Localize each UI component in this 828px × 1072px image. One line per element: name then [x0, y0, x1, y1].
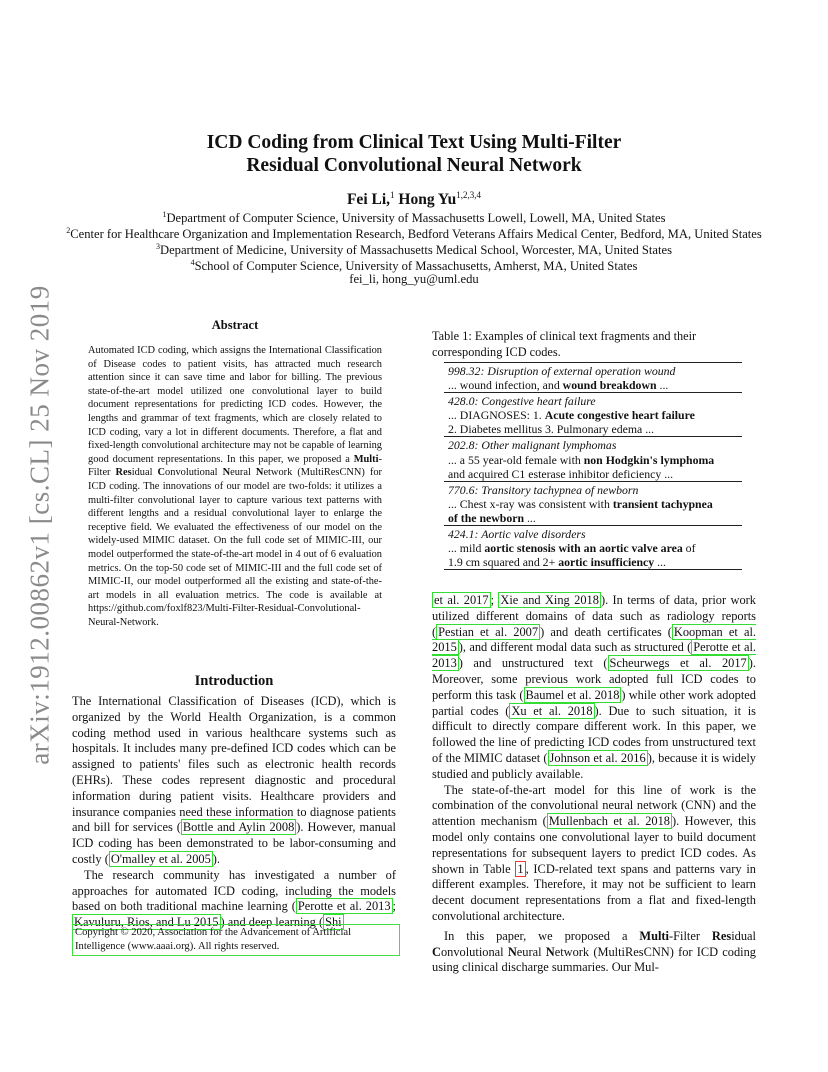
intro-paragraph: The research community has investigated a number of approaches for automated ICD coding, including the models based on both traditional machine learning ( Perotte et al. 2013 ; Kavuluru, Rios, and Lu 2015 ) and deep learning ( Shi	[72, 867, 396, 930]
text-fragment: 2. Diabetes mellitus 3. Pulmonary edema ...	[448, 422, 655, 437]
author-emails: fei_li, hong_yu@uml.edu	[349, 272, 479, 286]
icd-code: 428.0: Congestive heart failure	[448, 394, 596, 409]
citation-link[interactable]: Scheurwegs et al. 2017	[609, 656, 747, 671]
title-line-2: Residual Convolutional Neural Network	[246, 155, 582, 176]
text-fragment: ... a 55 year-old female with non Hodgkin's lymphoma	[448, 452, 715, 467]
body-paragraph: In this paper, we proposed a Multi-Filter Residual Convolutional Neural Network (MultiResCNN) for ICD coding using clinical discharge summaries. Our Mul-	[432, 928, 756, 975]
examples-table	[444, 362, 742, 570]
introduction-heading: Introduction	[194, 673, 274, 689]
table-row	[444, 362, 742, 392]
affil-text: Department of Computer Science, University of Massachusetts Lowell, Lowell, MA, United States	[166, 211, 666, 226]
citation-link[interactable]: Pestian et al. 2007	[438, 624, 539, 639]
copyright-notice[interactable]: Copyright © 2020, Association for the Advancement of Artificial Intelligence (www.aaai.org). All rights reserved.	[72, 924, 400, 956]
citation-link[interactable]: Kavuluru, Rios, and Lu 2015	[74, 915, 219, 930]
text-fragment: 1.9 cm squared and 2+ aortic insufficiency ...	[448, 555, 666, 570]
arxiv-sidebar	[20, 285, 60, 765]
abstract-heading: Abstract	[211, 318, 259, 332]
affil-mark: 3	[155, 242, 160, 251]
citation-link[interactable]: O'malley et al. 2005	[110, 851, 211, 866]
citation-link[interactable]: Xie and Xing 2018	[500, 593, 599, 607]
intro-paragraph: The International Classification of Diseases (ICD), which is organized by the World Health Organization, is a common coding method used in various healthcare systems such as hospitals. It includes many pre-defined ICD codes which can be assigned to patients' files such as electronic health records (EHRs). These codes represent diagnostic and procedural information during patient visits. Healthcare providers and insurance companies need these information to diagnose patients and bill for services ( Bottle and Aylin 2008 ). However, manual ICD coding has been demonstrated to be labor-consuming and costly ( O'malley et al. 2005 ).	[72, 694, 396, 866]
author-affil-mark: 1	[390, 190, 395, 200]
abstract-paragraph: Automated ICD coding, which assigns the International Classification of Disease codes to patient visits, has attracted much research attention since it can save time and labor for billing. The previous state-of-the-art model utilized one convolutional layer to build document representations for predicting ICD codes. However, the lengths and grammar of text fragments, which are closely related to ICD coding, vary a lot in different documents. Therefore, a flat and fixed-length convolutional architecture may not be capable of learning good document representations. In this paper, we proposed a Multi-Filter Residual Convolutional Neural Network (MultiResCNN) for ICD coding. The innovations of our model are two-folds: it utilizes a multi-filter convolutional layer to capture various text patterns with different lengths and a residual convolutional layer to enlarge the receptive field. We evaluated the effectiveness of our model on the widely-used MIMIC dataset. On the full code set of MIMIC-III, our model outperformed the state-of-the-art model in 4 out of 6 evaluation metrics. On the top-50 code set of MIMIC-III and the full code set of MIMIC-II, our model outperformed all the existing and state-of-the-art models in all evaluation metrics. The code is available at https://github.com/foxlf823/Multi-Filter-Residual-Convolutional-Neural-Network.	[88, 345, 383, 628]
table-row	[444, 525, 742, 570]
affil-mark: 2	[66, 226, 71, 235]
body-paragraph: et al. 2017 ; Xie and Xing 2018 ). In terms of data, prior work utilized different domains of data such as radiology reports ( Pestian et al. 2007 ) and death certificates ( Koopman et al. 2015 ), and different modal data such as structured ( Perotte et al. 2013 ) and unstructured text ( Scheurwegs et al. 2017 ). Moreover, some previous work adopted full ICD codes to perform this task ( Baumel et al. 2018 ) while other work adopted partial codes ( Xu et al. 2018 ). Due to such situation, it is difficult to directly compare different work. In this paper, we followed the line of predicting ICD codes from unstructured text of the MIMIC dataset ( Johnson et al. 2016 ), because it is widely studied and publicly available.	[432, 593, 756, 781]
icd-code: 998.32: Disruption of external operation wound	[448, 364, 676, 378]
introduction-body	[72, 694, 396, 931]
citation-link[interactable]: Perotte et al. 2013	[297, 899, 391, 914]
citation-link[interactable]: Johnson et al. 2016	[549, 750, 646, 765]
title-line-1: ICD Coding from Clinical Text Using Multi-Filter	[206, 132, 622, 153]
paper-title	[0, 131, 828, 177]
affil-text: School of Computer Science, University of Massachusetts, Amherst, MA, United States	[194, 259, 638, 274]
author-affil-mark: 1,2,3,4	[456, 190, 482, 200]
citation-link[interactable]: Koopman et al. 2015	[432, 624, 756, 655]
affil-mark: 1	[162, 210, 167, 219]
citation-link[interactable]: Baumel et al. 2018	[525, 687, 620, 702]
citation-link[interactable]: Shi	[325, 915, 342, 930]
text-fragment: ... Chest x-ray was consistent with transient tachypnea	[448, 496, 713, 511]
icd-code: 202.8: Other malignant lymphomas	[448, 438, 617, 453]
author-name: Fei Li,	[346, 191, 391, 209]
citation-link[interactable]: Xu et al. 2018	[511, 703, 593, 718]
citation-link[interactable]: Perotte et al. 2013	[432, 640, 756, 671]
table-row	[444, 436, 742, 480]
right-column-body	[432, 593, 756, 976]
citation-link[interactable]: et al. 2017	[434, 593, 489, 607]
text-fragment: ... DIAGNOSES: 1. Acute congestive heart failure	[448, 408, 695, 423]
text-fragment: of the newborn ...	[448, 510, 536, 525]
arxiv-identifier: arXiv:1912.00862v1 [cs.CL] 25 Nov 2019	[24, 285, 55, 765]
abstract-body	[88, 344, 382, 629]
icd-code: 424.1: Aortic valve disorders	[448, 527, 586, 542]
citation-link[interactable]: Bottle and Aylin 2008	[182, 820, 295, 835]
table-caption: Table 1: Examples of clinical text fragments and their corresponding ICD codes.	[432, 329, 697, 359]
author-name: Hong Yu	[398, 191, 457, 209]
affil-text: Center for Healthcare Organization and Implementation Research, Bedford Veterans Affairs Medical Center, Bedford, MA, United States	[70, 227, 762, 242]
table-row	[444, 481, 742, 525]
affil-text: Department of Medicine, University of Massachusetts Medical School, Worcester, MA, United States	[159, 243, 673, 258]
text-fragment: and acquired C1 esterase inhibitor deficiency ...	[448, 466, 674, 481]
table-reference-link[interactable]: 1	[517, 861, 524, 876]
affil-mark: 4	[190, 258, 195, 267]
text-fragment: ... wound infection, and wound breakdown ...	[448, 378, 669, 393]
table-row	[444, 392, 742, 436]
body-paragraph: The state-of-the-art model for this line of work is the combination of the convolutional neural network (CNN) and the attention mechanism ( Mullenbach et al. 2018 ). However, this model only contains one convolutional layer to build document representations for subsequent layers to predict ICD codes. As shown in Table 1 , ICD-related text spans and patterns vary in different examples. Therefore, it may not be sufficient to learn decent document representations from a flat and fixed-length convolutional architecture.	[432, 782, 756, 923]
text-fragment: ... mild aortic stenosis with an aortic valve area of	[448, 541, 696, 556]
icd-code: 770.6: Transitory tachypnea of newborn	[448, 482, 639, 497]
citation-link[interactable]: Mullenbach et al. 2018	[548, 814, 670, 829]
